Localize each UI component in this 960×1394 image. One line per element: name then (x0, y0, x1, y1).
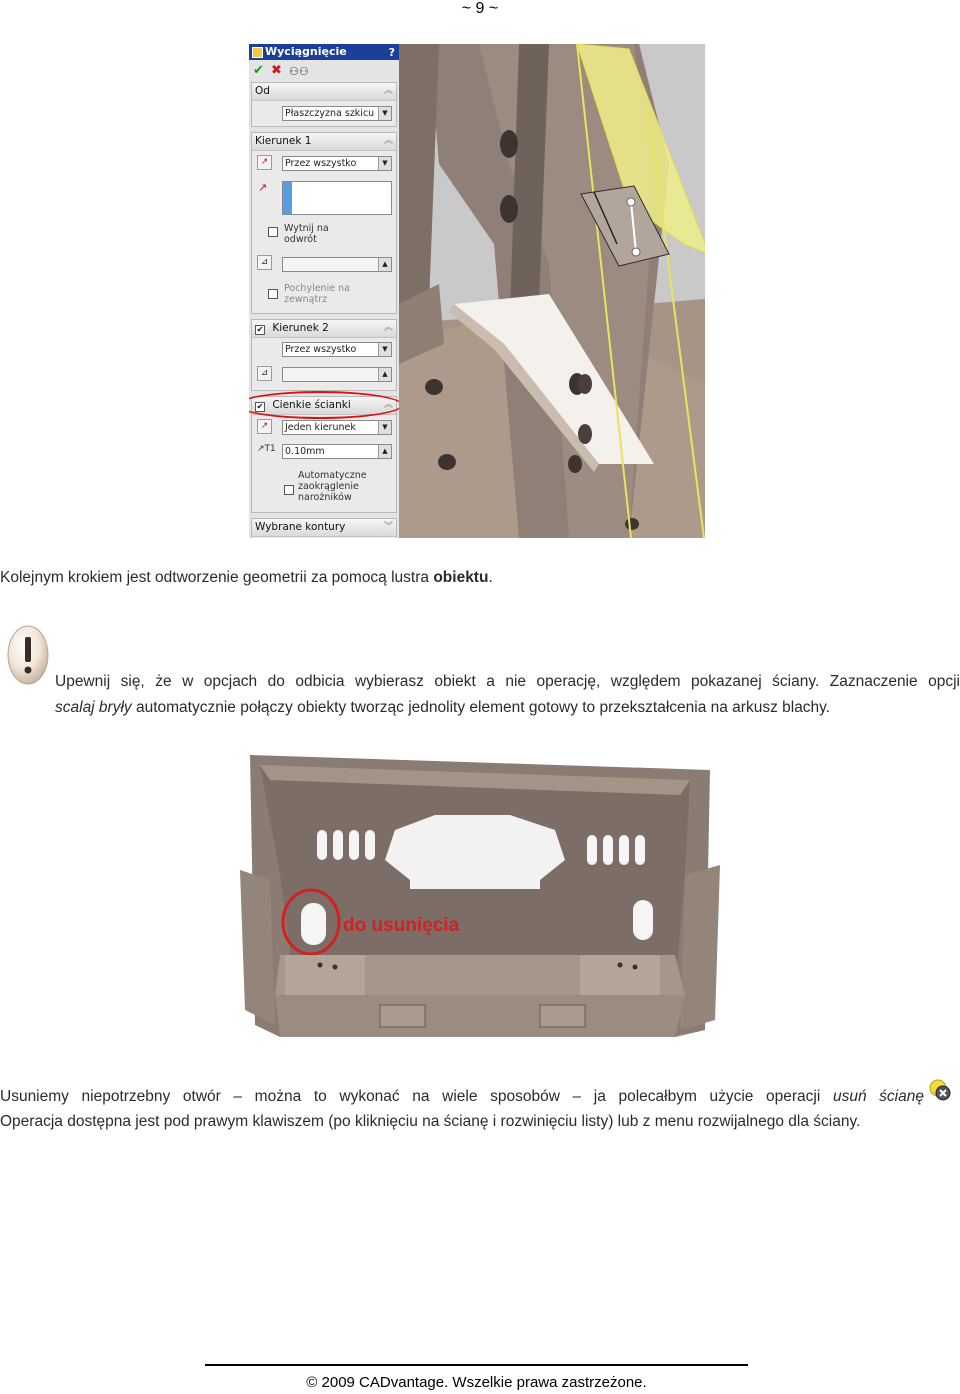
direction1-group-header[interactable] (252, 133, 396, 151)
collapse-chevron-icon[interactable]: ︽ (383, 400, 393, 410)
direction2-draft-field[interactable] (282, 367, 392, 382)
thickness-value: 0.10mm (285, 446, 325, 457)
direction-arrow-icon: ↗ (258, 181, 268, 194)
hole-to-remove (301, 903, 326, 945)
dropdown-arrow-icon[interactable]: ▼ (378, 157, 391, 170)
end-condition-select[interactable] (282, 156, 392, 171)
thin-type-select[interactable] (282, 420, 392, 435)
auto-fillet-checkbox[interactable] (284, 485, 294, 495)
from-select-value: Płaszczyzna szkicu (285, 108, 375, 119)
from-group-header[interactable] (252, 83, 396, 101)
from-select[interactable] (282, 106, 392, 121)
dropdown-arrow-icon[interactable]: ▼ (378, 343, 391, 356)
paragraph-mirror-end: . (488, 569, 493, 586)
flip-side-label: Wytnij na odwrót (284, 223, 329, 245)
warning-icon (6, 623, 50, 687)
paragraph-mirror (0, 569, 493, 587)
direction1-group (251, 132, 397, 314)
direction2-group (251, 319, 397, 391)
spin-arrows-icon[interactable]: ▲ (378, 368, 391, 381)
selected-contours-group (251, 518, 397, 538)
direction2-header-label: Kierunek 2 (272, 322, 329, 334)
selection-focus-bar (283, 182, 292, 214)
page-number: ~ 9 ~ (461, 0, 499, 17)
selected-contours-header[interactable] (252, 519, 396, 537)
thin-feature-checkbox[interactable]: ✔ (256, 402, 264, 411)
warning-line-1: Upewnij się, że w opcjach do odbicia wybierasz obiekt a nie operację, względem pokazanej ściany. Zaznaczenie opcji (55, 673, 960, 690)
footer-copyright: © 2009 CADvantage. Wszelkie prawa zastrzeżone. (306, 1374, 647, 1391)
collapse-chevron-icon[interactable]: ︽ (383, 323, 393, 333)
direction-vector-field[interactable] (282, 181, 392, 215)
draft-angle-field[interactable] (282, 257, 392, 272)
ok-icon[interactable]: ✔ (253, 63, 264, 78)
direction2-checkbox[interactable]: ✔ (256, 325, 264, 334)
footer-divider (205, 1364, 748, 1366)
draft-outward-checkbox[interactable] (268, 289, 278, 299)
merge-bodies-option: scalaj bryły (55, 699, 132, 716)
extrude-screenshot (249, 44, 705, 538)
draft-icon[interactable]: ⊿ (257, 255, 272, 270)
reverse-direction-icon[interactable]: ↗ (257, 155, 272, 170)
property-manager-title (249, 44, 399, 60)
flip-side-checkbox[interactable] (268, 227, 278, 237)
dialog-title: Wyciągnięcie (265, 45, 347, 58)
direction2-end-condition-select[interactable] (282, 342, 392, 357)
from-group (251, 82, 397, 127)
paragraph-delete-face-text: Usuniemy niepotrzebny otwór – można to wykonać na wiele sposobów – ja polecałbym użycie operacji (0, 1088, 833, 1105)
thickness-field[interactable] (282, 444, 392, 459)
expand-chevron-icon[interactable]: ︾ (383, 522, 393, 532)
paragraph-mirror-text: Kolejnym krokiem jest odtworzenie geometrii za pomocą lustra (0, 569, 434, 586)
warning-line-2 (55, 699, 830, 717)
collapse-chevron-icon[interactable]: ︽ (383, 136, 393, 146)
direction1-header-label: Kierunek 1 (255, 135, 312, 147)
remove-annotation: do usunięcia (343, 915, 460, 936)
draft-icon[interactable]: ⊿ (257, 366, 272, 381)
help-icon[interactable]: ? (388, 46, 395, 59)
reverse-direction-icon[interactable]: ↗ (257, 419, 272, 434)
draft-outward-label: Pochylenie na zewnątrz (284, 283, 350, 305)
paragraph-mirror-bold: obiektu (433, 569, 489, 586)
extrude-feature-icon (252, 47, 263, 58)
thin-feature-header-label: Cienkie ścianki (272, 399, 351, 411)
delete-face-operation-name: usuń ścianę (832, 1088, 924, 1105)
property-manager (249, 44, 399, 538)
paragraph-delete-face-line-1 (0, 1088, 924, 1106)
auto-fillet-label: Automatyczne zaokrąglenie narożników (298, 470, 367, 503)
paragraph-delete-face-line-2: Operacja dostępna jest pod prawym klawiszem (po kliknięciu na ścianę i rozwinięciu listy) lub z menu rozwijalnego dla ściany. (0, 1113, 861, 1130)
selected-contours-label: Wybrane kontury (255, 521, 346, 533)
thin-type-value: Jeden kierunek (285, 422, 356, 433)
collapse-chevron-icon[interactable]: ︽ (383, 86, 393, 96)
direction2-group-header[interactable] (252, 320, 396, 338)
preview-icon[interactable]: ⚇⚇ (289, 65, 309, 78)
sheet-metal-part-figure (235, 755, 725, 1045)
thickness-icon: ↗T1 (257, 444, 276, 454)
spin-arrows-icon[interactable]: ▲ (378, 445, 391, 458)
dropdown-arrow-icon[interactable]: ▼ (378, 421, 391, 434)
from-header-label: Od (255, 85, 270, 97)
model-viewport (399, 44, 705, 538)
dropdown-arrow-icon[interactable]: ▼ (378, 107, 391, 120)
direction2-end-condition-value: Przez wszystko (285, 344, 357, 355)
warning-line-2-text: automatycznie połączy obiekty tworząc jednolity element gotowy to przekształcenia na arkusz blachy. (131, 699, 831, 716)
delete-face-icon (928, 1078, 954, 1104)
end-condition-value: Przez wszystko (285, 158, 357, 169)
spin-arrows-icon[interactable]: ▲ (378, 258, 391, 271)
cancel-icon[interactable]: ✖ (271, 63, 282, 78)
